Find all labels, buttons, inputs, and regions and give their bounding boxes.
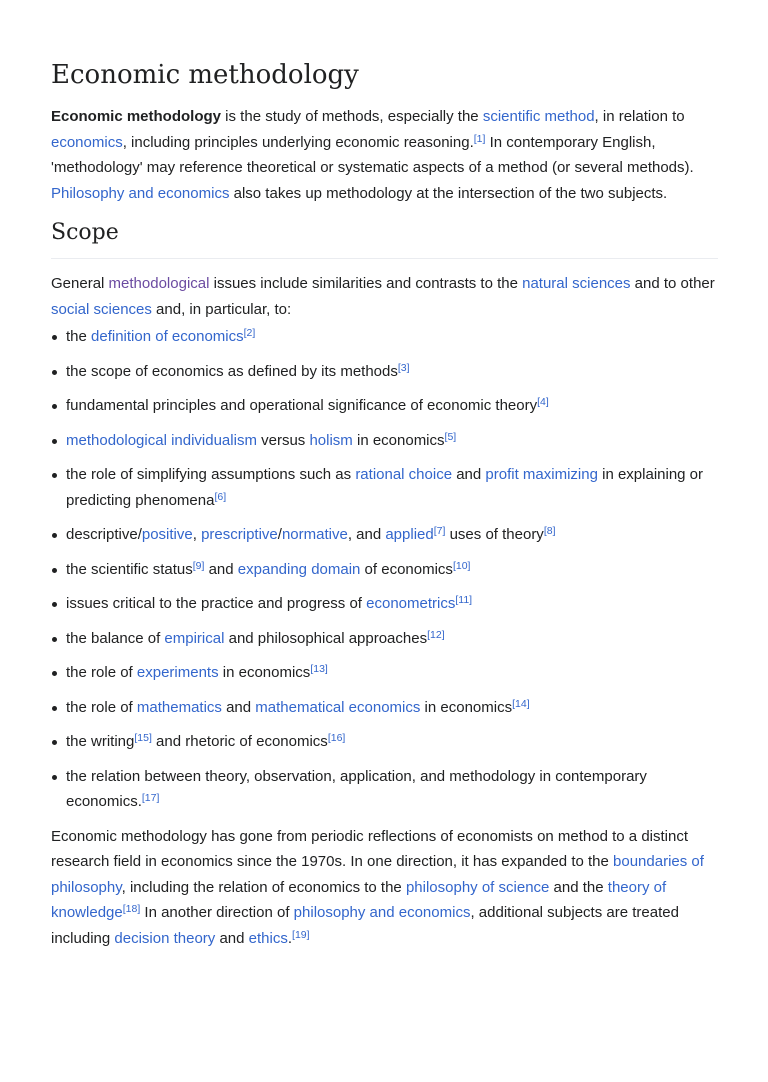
citation-10[interactable]: [10]: [452, 559, 471, 572]
list-item: [66, 591, 718, 617]
text: and: [221, 698, 256, 716]
citation-7[interactable]: [7]: [433, 525, 446, 537]
link-philosophy-and-economics[interactable]: Philosophy and economics: [51, 184, 230, 202]
link-philosophy-and-economics-2[interactable]: philosophy and economics: [293, 904, 471, 921]
list-item: [66, 324, 718, 350]
scope-intro-paragraph: [51, 271, 718, 322]
citation-1[interactable]: [1]: [473, 132, 486, 145]
text: and the: [549, 878, 608, 896]
citation-16[interactable]: [16]: [327, 732, 346, 744]
text: , additional subjects are treated including: [51, 904, 679, 947]
link-theory-of-knowledge[interactable]: theory of knowledge: [51, 878, 667, 921]
link-methodological[interactable]: methodological: [108, 275, 210, 292]
text: and: [452, 466, 486, 483]
text: , in relation to: [594, 108, 685, 125]
citation-17[interactable]: [17]: [141, 792, 160, 804]
text: the: [66, 328, 92, 345]
scope-list: [51, 324, 718, 815]
link-profit-maximizing[interactable]: profit maximizing: [485, 466, 598, 483]
link-prescriptive[interactable]: prescriptive: [201, 526, 278, 543]
citation-15[interactable]: [15]: [134, 732, 152, 744]
link-econometrics[interactable]: econometrics: [366, 595, 456, 612]
citation-13[interactable]: [13]: [310, 663, 328, 675]
citation-12[interactable]: [12]: [427, 628, 445, 641]
list-item: [66, 359, 718, 385]
text: in explaining or predicting phenomena: [66, 466, 704, 509]
page-title: Economic methodology: [51, 60, 359, 90]
text: and: [215, 929, 249, 947]
link-positive[interactable]: positive: [141, 526, 193, 543]
citation-18[interactable]: [18]: [122, 903, 141, 915]
list-item: [66, 557, 718, 583]
text: issues critical to the practice and progress of: [66, 595, 367, 612]
list-item: [66, 764, 718, 815]
link-mathematical-economics[interactable]: mathematical economics: [255, 698, 421, 716]
section-heading-scope: Scope: [51, 218, 718, 259]
text: In another direction of: [140, 904, 294, 921]
text: Economic methodology has gone from periodic reflections of economists on method to a distinct research field in economics since the 1970s. In one direction, it has expanded to the: [51, 827, 689, 870]
citation-14[interactable]: [14]: [512, 697, 530, 710]
text: issues include similarities and contrasts to the: [209, 275, 523, 292]
list-item: [66, 626, 718, 652]
list-item: [66, 695, 718, 721]
article: [0, 58, 768, 951]
link-holism[interactable]: holism: [309, 431, 353, 449]
text: the writing: [66, 733, 135, 750]
text: fundamental principles and operational significance of economic theory: [66, 397, 538, 414]
text: .: [287, 929, 293, 947]
text: in economics: [218, 664, 311, 681]
text: is the study of methods, especially the: [221, 108, 483, 125]
link-boundaries-of-philosophy[interactable]: boundaries of philosophy: [51, 853, 704, 896]
text: the scope of economics as defined by its methods: [66, 362, 398, 380]
link-rational-choice[interactable]: rational choice: [355, 466, 453, 483]
text: the role of: [66, 698, 137, 716]
text: , including principles underlying economic reasoning.: [122, 133, 474, 151]
list-item: [66, 393, 718, 419]
text: the role of simplifying assumptions such as: [66, 466, 356, 483]
closing-paragraph: [51, 824, 718, 952]
link-decision-theory[interactable]: decision theory: [114, 929, 216, 947]
citation-11[interactable]: [11]: [455, 594, 473, 606]
list-item: [66, 428, 718, 454]
citation-19[interactable]: [19]: [292, 928, 310, 941]
text: and, in particular, to:: [151, 300, 292, 318]
citation-3[interactable]: [3]: [397, 361, 410, 374]
link-methodological-individualism[interactable]: methodological individualism: [66, 431, 257, 449]
scope-section-header: [51, 218, 718, 259]
citation-8[interactable]: [8]: [543, 525, 556, 537]
text: of economics: [360, 560, 453, 578]
text: versus: [256, 431, 310, 449]
text: descriptive/: [66, 526, 142, 543]
link-normative[interactable]: normative: [281, 526, 348, 543]
text: the balance of: [66, 629, 165, 647]
text: the relation between theory, observation, application, and methodology in contemporary economics.: [66, 767, 647, 810]
text: also takes up methodology at the intersection of the two subjects.: [229, 184, 668, 202]
link-applied[interactable]: applied: [385, 526, 434, 543]
text: in economics: [420, 698, 513, 716]
text: and philosophical approaches: [224, 629, 428, 647]
text: In contemporary English, 'methodology' may reference theoretical or systematic aspects of a method (or several methods).: [51, 133, 694, 176]
text: the role of: [66, 664, 137, 681]
text: /: [277, 526, 282, 543]
text: ,: [192, 526, 202, 543]
text: and to other: [630, 275, 715, 292]
text: and: [204, 560, 238, 578]
citation-5[interactable]: [5]: [444, 430, 457, 443]
link-definition-of-economics[interactable]: definition of economics: [91, 328, 244, 345]
link-scientific-method[interactable]: scientific method: [482, 108, 595, 125]
text: , including the relation of economics to the: [121, 878, 406, 896]
intro-bold-term: Economic methodology: [51, 108, 222, 125]
text: the scientific status: [66, 560, 193, 578]
text: General: [51, 275, 109, 292]
link-ethics[interactable]: ethics: [248, 929, 288, 947]
text: and rhetoric of economics: [151, 733, 328, 750]
list-item: [66, 462, 718, 513]
link-mathematics[interactable]: mathematics: [136, 698, 222, 716]
text: , and: [347, 526, 386, 543]
link-empirical[interactable]: empirical: [164, 629, 225, 647]
link-natural-sciences[interactable]: natural sciences: [522, 275, 631, 292]
text: in economics: [352, 431, 445, 449]
citation-6[interactable]: [6]: [214, 490, 227, 503]
link-social-sciences[interactable]: social sciences: [51, 300, 152, 318]
list-item: [66, 522, 718, 548]
link-expanding-domain[interactable]: expanding domain: [237, 560, 361, 578]
list-item: [66, 660, 718, 686]
citation-4[interactable]: [4]: [537, 396, 549, 408]
citation-2[interactable]: [2]: [243, 327, 256, 339]
citation-9[interactable]: [9]: [192, 559, 205, 572]
link-economics[interactable]: economics: [51, 133, 123, 151]
intro-paragraph: [51, 104, 718, 206]
text: uses of theory: [445, 526, 544, 543]
link-experiments[interactable]: experiments: [136, 664, 219, 681]
link-philosophy-of-science[interactable]: philosophy of science: [405, 878, 550, 896]
list-item: [66, 729, 718, 755]
